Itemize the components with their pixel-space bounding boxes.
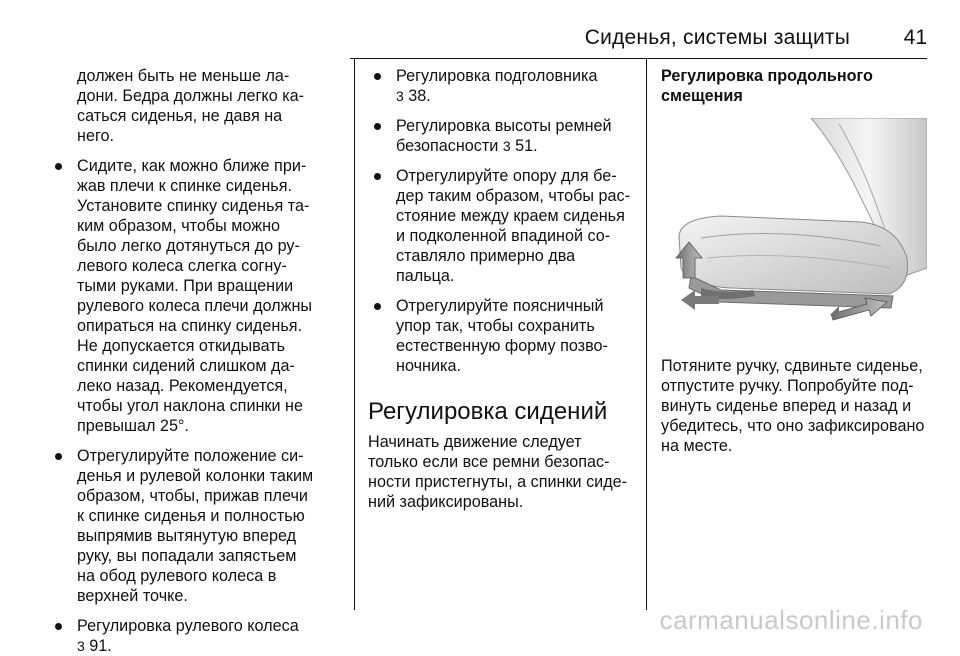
list-item: Отрегулируйте поясничный упор так, чтобы сохранить естественную форму позво- ночника. — [368, 296, 636, 376]
page-reference-link[interactable]: 91. — [89, 637, 112, 655]
section-title: Сиденья, системы защиты — [584, 26, 850, 49]
seat-adjustment-illustration — [661, 118, 927, 340]
bullet-icon — [374, 303, 381, 310]
column-left — [49, 66, 339, 656]
page-reference-icon: 3 — [396, 88, 404, 104]
list-item: Сидите, как можно ближе при- жав плечи к спинке сиденья. Установите спинку сиденья та- ким образом, чтобы можно было легко дотянуться до ру- левого колеса слегка согну- тыми руками. При вращении рулевого колеса плечи должны опираться на спинку сиденья. Не допускается откидывать спинки сидений слишком да- леко назад. Рекомендуется, чтобы угол наклона спинки не превышал 25°. — [49, 156, 339, 436]
watermark: carmanualsonline.info — [659, 605, 923, 635]
subsection-heading: Регулировка продольного смещения — [661, 67, 873, 105]
header-divider — [350, 58, 927, 59]
page-reference-icon: 3 — [502, 138, 511, 154]
section-heading: Регулировка сидений — [368, 398, 608, 425]
bullet-icon — [55, 623, 62, 630]
bullet-icon — [55, 453, 62, 460]
bullet-icon — [374, 173, 381, 180]
page-reference-link[interactable]: 38. — [408, 87, 431, 105]
page-reference-link[interactable]: 51. — [515, 137, 538, 155]
body-paragraph: Потяните ручку, сдвиньте сиденье, отпустите ручку. Попробуйте под- винуть сиденье вперед и назад и убедитесь, что оно зафиксировано на месте. — [661, 357, 925, 455]
list-item: Отрегулируйте опору для бе- дер таким образом, чтобы рас- стояние между краем сиденья и подколенной впадиной со- ставляло примерно два пальца. — [368, 166, 636, 286]
column-middle — [368, 66, 636, 512]
list-item: Регулировка подголовника 3 38. — [368, 66, 636, 106]
column-divider-left — [354, 58, 355, 610]
column-right — [661, 66, 931, 456]
page-number: 41 — [903, 26, 927, 49]
body-paragraph: Начинать движение следует только если все ремни безопас- ности пристегнуты, а спинки сиде- ний зафиксированы. — [368, 433, 628, 511]
seat-illustration-icon — [661, 118, 927, 340]
bullet-icon — [55, 163, 62, 170]
list-item: Регулировка рулевого колеса 3 91. — [49, 616, 339, 656]
column-divider-right — [646, 58, 647, 610]
continued-paragraph: должен быть не меньше ла- дони. Бедра должны легко ка- саться сиденья, не давя на него. — [77, 67, 305, 145]
bullet-icon — [374, 123, 381, 130]
list-item: Регулировка высоты ремней безопасности 3 51. — [368, 116, 636, 156]
bullet-icon — [374, 73, 381, 80]
list-item: Отрегулируйте положение си- денья и рулевой колонки таким образом, чтобы, прижав плечи к спинке сиденья и полностью выпрямив вытянутую вперед руку, вы попадали запястьем на обод рулевого колеса в верхней точке. — [49, 446, 339, 606]
page-reference-icon: 3 — [77, 638, 85, 654]
